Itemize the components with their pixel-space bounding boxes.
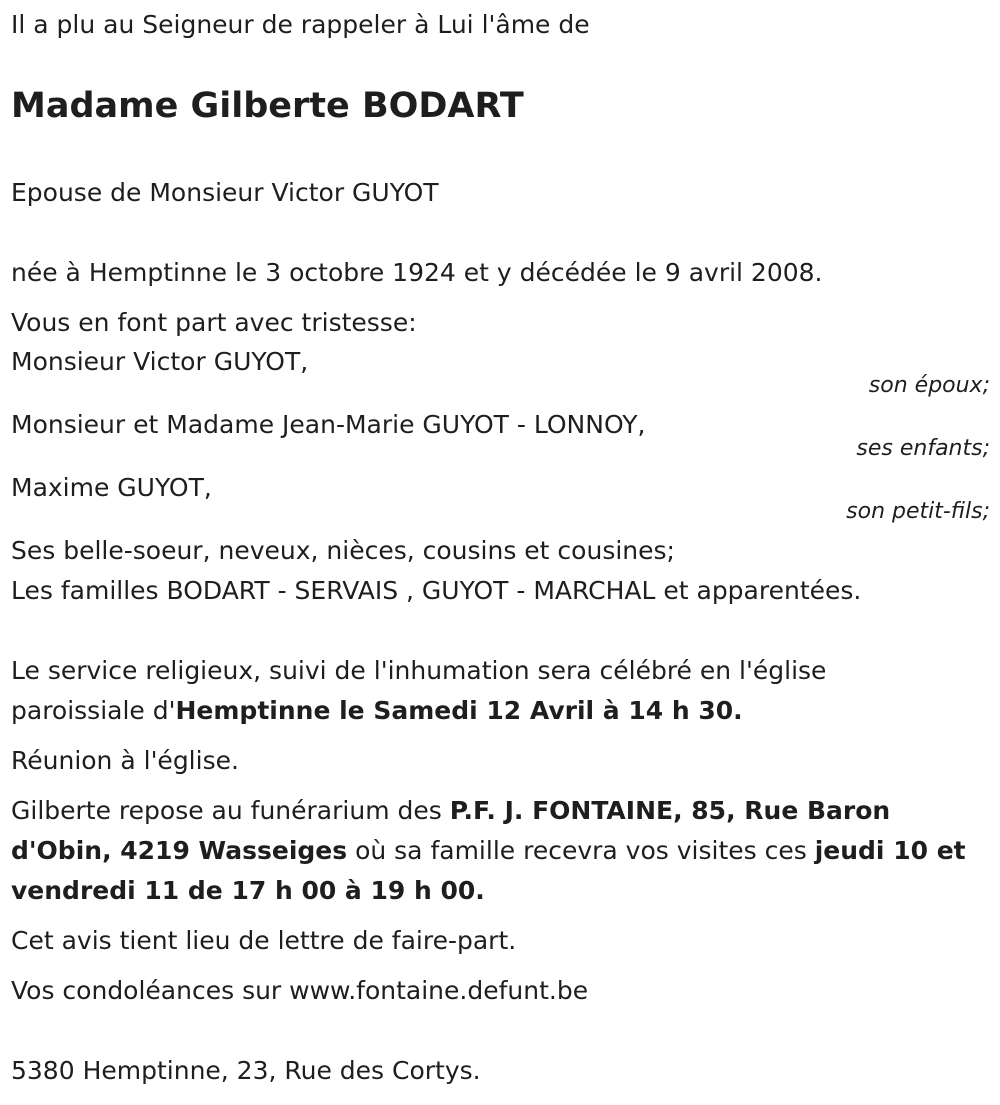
family-member-role: son époux; (868, 373, 990, 398)
family-member-name: Monsieur Victor GUYOT, (11, 347, 309, 376)
funeral-home-text-2: où sa famille recevra vos visites ces (347, 836, 815, 865)
address-line: 5380 Hemptinne, 23, Rue des Cortys. (11, 1056, 481, 1085)
service-date-place: Hemptinne le Samedi 12 Avril à 14 h 30. (175, 696, 743, 725)
announce-line: Vous en font part avec tristesse: (11, 308, 417, 337)
notice-line: Cet avis tient lieu de lettre de faire-part. (11, 926, 517, 955)
deceased-name: Madame Gilberte BODART (11, 86, 524, 126)
funeral-home-address: P.F. J. FONTAINE, 85, Rue Baron d'Obin, 4219 Wasseiges (11, 796, 891, 865)
spouse-line: Epouse de Monsieur Victor GUYOT (11, 178, 439, 207)
intro-text: Il a plu au Seigneur de rappeler à Lui l'âme de (11, 10, 590, 39)
service-prefix: paroissiale d' (11, 696, 176, 725)
service-line-2 (11, 696, 990, 726)
family-member-role: son petit-fils; (846, 499, 990, 524)
relatives-line: Ses belle-soeur, neveux, nièces, cousins et cousines; (11, 536, 675, 565)
funeral-home-text-1: Gilberte repose au funérarium des (11, 796, 450, 825)
funeral-home-paragraph (11, 791, 980, 911)
visiting-hours: jeudi 10 et vendredi 11 de 17 h 00 à 19 h 00. (11, 836, 966, 905)
families-line: Les familles BODART - SERVAIS , GUYOT - MARCHAL et apparentées. (11, 576, 862, 605)
meeting-line: Réunion à l'église. (11, 746, 239, 775)
service-line-1: Le service religieux, suivi de l'inhumation sera célébré en l'église (11, 656, 827, 685)
family-member-name: Maxime GUYOT, (11, 473, 212, 502)
birth-death-line: née à Hemptinne le 3 octobre 1924 et y décédée le 9 avril 2008. (11, 258, 823, 287)
family-member-role: ses enfants; (856, 436, 990, 461)
family-member-name: Monsieur et Madame Jean-Marie GUYOT - LONNOY, (11, 410, 646, 439)
condolences-line: Vos condoléances sur www.fontaine.defunt.be (11, 976, 589, 1005)
